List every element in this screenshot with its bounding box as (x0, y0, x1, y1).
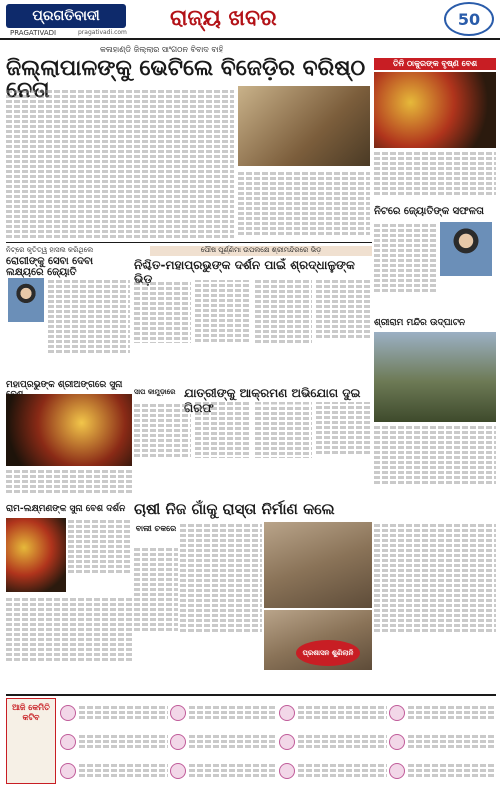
astro-entry (279, 729, 387, 756)
right-top-body (374, 150, 496, 200)
astro-divider (6, 694, 496, 696)
zodiac-icon (60, 705, 76, 721)
sidebar1-headline: ନିଟରେ ଜ୍ୟୋତିଙ୍କ ସଫଳତା (374, 206, 484, 217)
story6-body-2 (374, 522, 496, 672)
brand-logo: ପ୍ରଗତିବାଦୀ (6, 4, 126, 28)
lead-body (6, 88, 234, 238)
lead-photo (238, 86, 370, 166)
zodiac-icon (60, 763, 76, 779)
zodiac-icon (279, 705, 295, 721)
story7-body (68, 518, 132, 592)
right-top-headline: ତିନି ଠାକୁରଙ୍କ ବୃଷ୍ଣ ବେଶ (374, 58, 496, 70)
astro-entry (60, 700, 168, 727)
astro-banner (6, 698, 56, 784)
astro-entry (60, 729, 168, 756)
astro-entry (279, 757, 387, 784)
astro-entry (389, 700, 497, 727)
zodiac-icon (170, 763, 186, 779)
story4-headline: ମହାପ୍ରଭୁଙ୍କ ଶ୍ରୀଅଙ୍ଗରେ ସୁନା (6, 380, 123, 390)
story6-headline: ଚାଷୀ ନିଜ ଗାଁକୁ ରାସ୍ତା ନିର୍ମାଣ କଲେ (134, 500, 335, 518)
sidebar2-photo (374, 332, 496, 422)
story8-kicker: ବାଲୀ ଚକରେ (135, 524, 177, 533)
story7-headline: ରାମ-ଲକ୍ଷ୍ମଣଙ୍କ ସୁନା ବେଶ ଦର୍ଶନ (6, 504, 126, 514)
zodiac-icon (389, 763, 405, 779)
zodiac-icon (170, 705, 186, 721)
lead-body-2 (238, 170, 370, 240)
story2-photo (8, 278, 44, 322)
astro-entry (389, 757, 497, 784)
astro-title: ଆଜି କେମିତି କଟିବ (12, 703, 50, 722)
astro-entry (279, 700, 387, 727)
sidebar2-body (374, 424, 496, 504)
astro-entry (170, 729, 278, 756)
sidebar1-photo (440, 222, 492, 276)
story5-headline: ଯାତ୍ରୀଙ୍କୁ ଆକ୍ରମଣ ଅଭିଯୋଗ ଦୁଇ ଗିରଫ (184, 386, 361, 415)
story7-photo (6, 518, 66, 592)
divider (6, 242, 372, 243)
masthead (0, 0, 500, 40)
astro-entry (170, 757, 278, 784)
story3-body (134, 280, 372, 380)
story7-body-2 (6, 596, 132, 686)
story6-body (180, 522, 262, 672)
story6-photo (264, 522, 372, 608)
brand-url[interactable]: pragativadi.com (78, 29, 127, 36)
story3-kicker: ପୌଷ ପୂର୍ଣ୍ଣିମା ଉପଲକ୍ଷେ ଶ୍ରୀମନ୍ଦିରରେ ଭିଡ଼ (150, 246, 372, 256)
right-top-photo (374, 72, 496, 148)
anniversary-emblem: 50 (444, 2, 494, 36)
astro-entry (170, 700, 278, 727)
lead-kicker: କଳାହାଣ୍ଡି ଜିଲ୍ଲାର ସାଂଗଠନ ବିବାଦ ବାହି (100, 45, 224, 54)
zodiac-icon (170, 734, 186, 750)
zodiac-icon (279, 734, 295, 750)
story2-body (48, 278, 130, 378)
section-title: ରାଜ୍ୟ ଖବର (170, 6, 277, 31)
story8-body (134, 546, 178, 666)
story2-kicker: ନିଟ୍‌ରେ କୃତିତ୍ୱ ହାସଲ କରିଥିଲେ (6, 246, 94, 254)
zodiac-icon (389, 734, 405, 750)
astro-entry (389, 729, 497, 756)
story3-headline: ନିଶ୍ଚିତ-ମହାପ୍ରଭୁଙ୍କ ଦର୍ଶନ ପାଇଁ ଶ୍ରଦ୍ଧାଳୁଙ୍କ ଭିଡ଼ (134, 258, 355, 286)
astro-grid (60, 700, 496, 784)
story4-photo (6, 394, 132, 466)
brand-subtitle: PRAGATIVADI (10, 29, 57, 37)
lead-headline: ଜିଲ୍ଲାପାଳଙ୍କୁ ଭେଟିଲେ ବିଜେଡ଼ିର ବରିଷ୍ଠ ନେତା (6, 56, 366, 103)
zodiac-icon (279, 763, 295, 779)
zodiac-icon (60, 734, 76, 750)
astro-entry (60, 757, 168, 784)
story4-body (6, 468, 132, 498)
zodiac-icon (389, 705, 405, 721)
story5-kicker: ସାପ କାମୁଡ଼ାରେ (134, 388, 176, 396)
story8-headline: ପ୍ରଶାସନ ଶୁଣିଲାନି (296, 640, 360, 666)
story5-body (134, 402, 372, 494)
story2-headline: ରୋଗୀଙ୍କୁ ସେବା ଦେବା ଲକ୍ଷ୍ୟରେ ଜ୍ୟୋତି (6, 256, 94, 278)
sidebar2-headline: ଶ୍ରୀରାମ ମନ୍ଦିର ଉଦ୍‌ଘାଟନ (374, 318, 466, 328)
sidebar1-body (374, 222, 438, 312)
